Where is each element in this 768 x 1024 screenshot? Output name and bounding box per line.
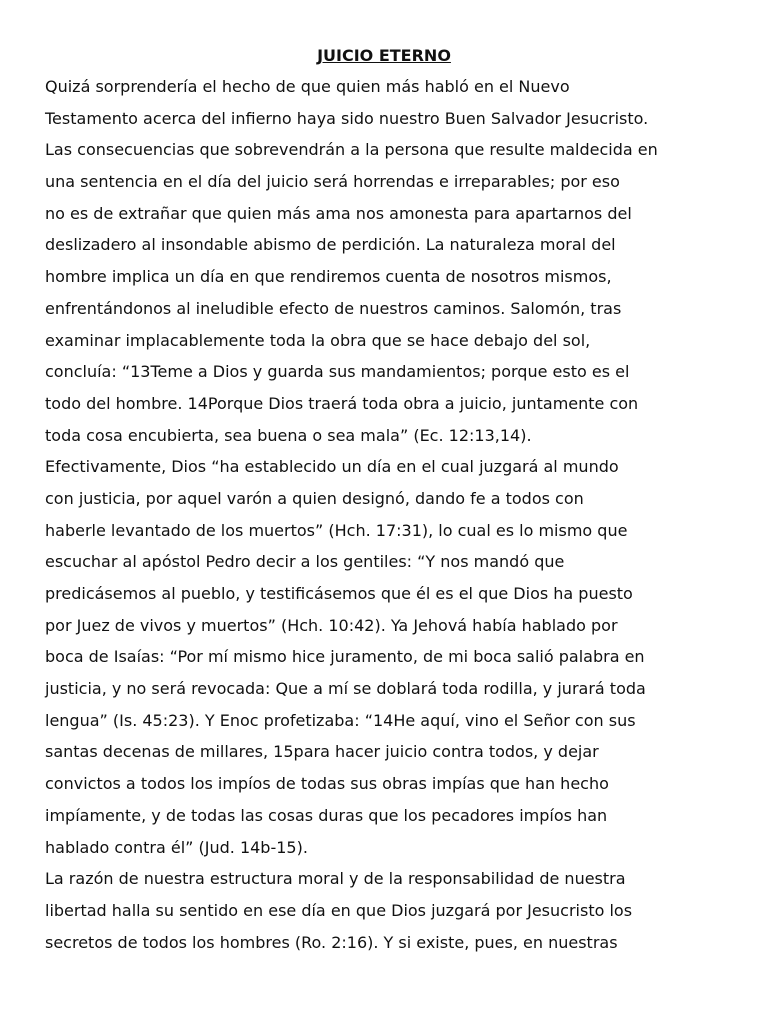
- text-line: libertad halla su sentido en ese día en que Dios juzgará por Jesucristo los: [45, 900, 633, 920]
- text-line: todo del hombre. 14Porque Dios traerá toda obra a juicio, juntamente con: [45, 393, 639, 413]
- text-line: justicia, y no será revocada: Que a mí se doblará toda rodilla, y jurará toda: [45, 679, 646, 699]
- text-line: impíamente, y de todas las cosas duras que los pecadores impíos han: [45, 805, 608, 825]
- text-line: no es de extrañar que quien más ama nos amonesta para apartarnos del: [45, 203, 632, 223]
- text-line: enfrentándonos al ineludible efecto de nuestros caminos. Salomón, tras: [45, 298, 622, 318]
- text-line: escuchar al apóstol Pedro decir a los gentiles: “Y nos mandó que: [45, 552, 565, 572]
- text-line: concluía: “13Teme a Dios y guarda sus mandamientos; porque esto es el: [45, 362, 630, 382]
- text-line: boca de Isaías: “Por mí mismo hice juramento, de mi boca salió palabra en: [45, 647, 645, 667]
- text-line: Las consecuencias que sobrevendrán a la persona que resulte maldecida en: [45, 140, 658, 160]
- text-line: hombre implica un día en que rendiremos cuenta de nosotros mismos,: [45, 267, 612, 287]
- text-line: secretos de todos los hombres (Ro. 2:16). Y si existe, pues, en nuestras: [45, 932, 618, 952]
- text-line: una sentencia en el día del juicio será horrendas e irreparables; por eso: [45, 172, 620, 192]
- text-line: con justicia, por aquel varón a quien designó, dando fe a todos con: [45, 488, 584, 508]
- text-line: examinar implacablemente toda la obra que se hace debajo del sol,: [45, 330, 591, 350]
- text-line: toda cosa encubierta, sea buena o sea mala” (Ec. 12:13,14).: [45, 425, 532, 445]
- text-line: convictos a todos los impíos de todas sus obras impías que han hecho: [45, 774, 609, 794]
- text-line: predicásemos al pueblo, y testificásemos que él es el que Dios ha puesto: [45, 584, 633, 603]
- text-line: hablado contra él” (Jud. 14b-15).: [45, 837, 308, 857]
- document-title: JUICIO ETERNO: [317, 46, 451, 65]
- text-line: lengua” (Is. 45:23). Y Enoc profetizaba: “14He aquí, vino el Señor con sus: [45, 710, 636, 730]
- text-line: santas decenas de millares, 15para hacer juicio contra todos, y dejar: [45, 742, 599, 762]
- text-line: deslizadero al insondable abismo de perdición. La naturaleza moral del: [45, 235, 616, 255]
- text-line: Testamento acerca del infierno haya sido nuestro Buen Salvador Jesucristo.: [45, 108, 649, 128]
- text-line: Quizá sorprendería el hecho de que quien más habló en el Nuevo: [45, 77, 570, 96]
- text-line: por Juez de vivos y muertos” (Hch. 10:42). Ya Jehová había hablado por: [45, 615, 618, 635]
- document-body: [45, 76, 745, 963]
- text-line: La razón de nuestra estructura moral y de la responsabilidad de nuestra: [45, 869, 626, 889]
- text-line: haberle levantado de los muertos” (Hch. 17:31), lo cual es lo mismo que: [45, 520, 628, 540]
- text-line: Efectivamente, Dios “ha establecido un día en el cual juzgará al mundo: [45, 457, 619, 477]
